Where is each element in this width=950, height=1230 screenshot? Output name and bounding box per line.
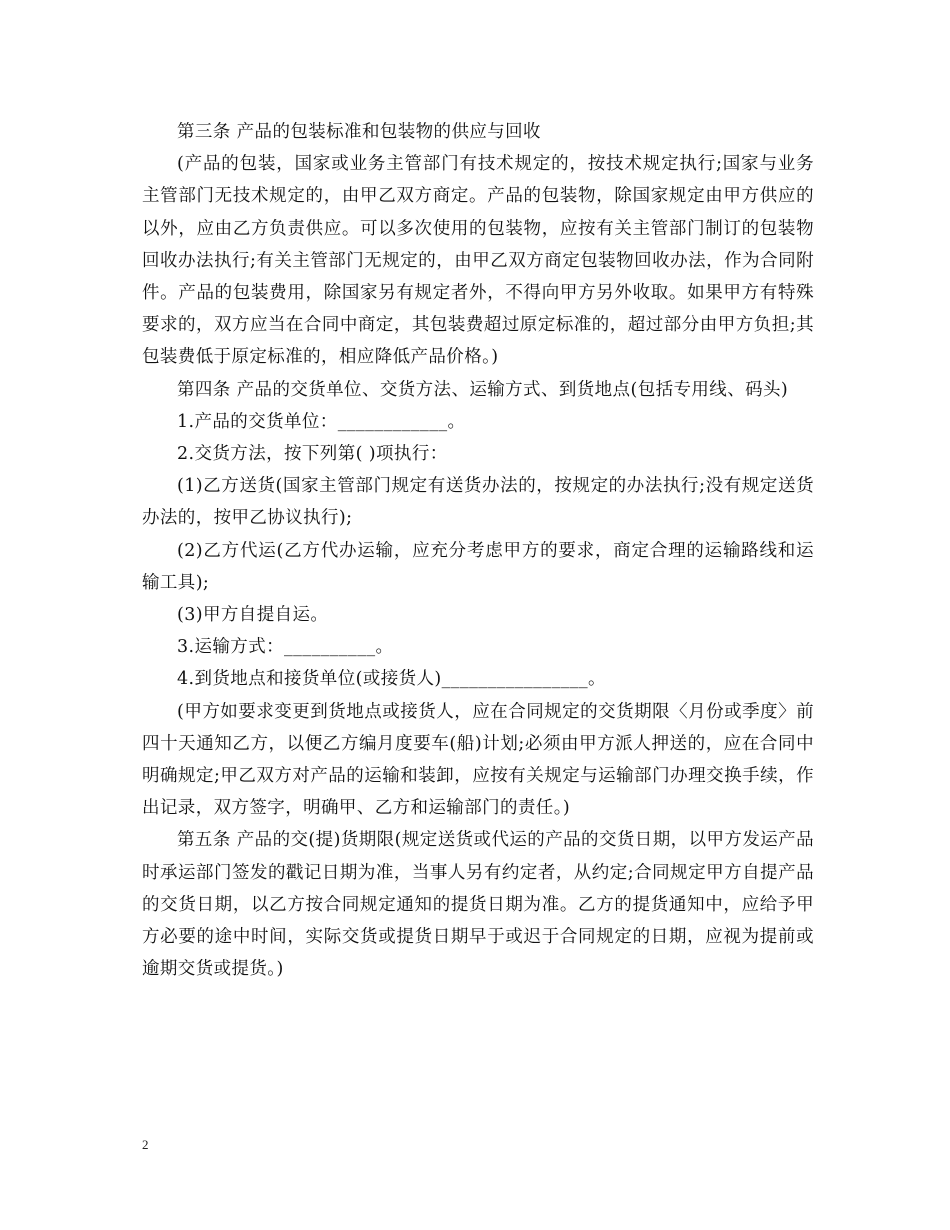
article-4-note: (甲方如要求变更到货地点或接货人，应在合同规定的交货期限〈月份或季度〉前四十天通知乙方，以便乙方编月度要车(船)计划;必须由甲方派人押送的，应在合同中明确规定;甲乙双方对产品的运输和装卸，应按有关规定与运输部门办理交换手续，作出记录，双方签字，明确甲、乙方和运输部门的责任。) — [142, 701, 814, 819]
delivery-unit-item: 1.产品的交货单位：____________。 — [177, 411, 466, 432]
article-3-text: (产品的包装，国家或业务主管部门有技术规定的，按技术规定执行;国家与业务主管部门无技术规定的，由甲乙双方商定。产品的包装物，除国家规定由甲方供应的以外，应由乙方负责供应。可以多次使用的包装物，应按有关主管部门制订的包装物回收办法执行;有关主管部门无规定的，由甲乙双方商定包装物回收办法，作为合同附件。产品的包装费用，除国家另有规定者外，不得向甲方另外收取。如果甲方有特殊要求的，双方应当在合同中商定，其包装费超过原定标准的，超过部分由甲方负担;其包装费低于原定标准的，相应降低产品价格。) — [142, 154, 814, 368]
article-4-heading: 第四条 产品的交货单位、交货方法、运输方式、到货地点(包括专用线、码头) — [177, 379, 789, 400]
page-number: 2 — [142, 1137, 149, 1152]
delivery-option-1: (1)乙方送货(国家主管部门规定有送货办法的，按规定的办法执行;没有规定送货办法的，按甲乙协议执行); — [142, 476, 814, 529]
destination-item: 4.到货地点和接货单位(或接货人)________________。 — [177, 669, 606, 690]
document-body — [142, 116, 814, 985]
delivery-option-3: (3)甲方自提自运。 — [177, 605, 329, 626]
article-3-heading: 第三条 产品的包装标准和包装物的供应与回收 — [177, 122, 541, 142]
delivery-method-item: 2.交货方法，按下列第( )项执行： — [177, 444, 448, 465]
transport-method-item: 3.运输方式：__________。 — [177, 637, 394, 658]
delivery-option-2: (2)乙方代运(乙方代办运输，应充分考虑甲方的要求，商定合理的运输路线和运输工具); — [142, 540, 814, 593]
article-5-text: 第五条 产品的交(提)货期限(规定送货或代运的产品的交货日期，以甲方发运产品时承运部门签发的戳记日期为准，当事人另有约定者，从约定;合同规定甲方自提产品的交货日期，以乙方按合同规定通知的提货日期为准。乙方的提货通知中，应给予甲方必要的途中时间，实际交货或提货日期早于或迟于合同规定的日期，应视为提前或逾期交货或提货。) — [142, 830, 814, 980]
